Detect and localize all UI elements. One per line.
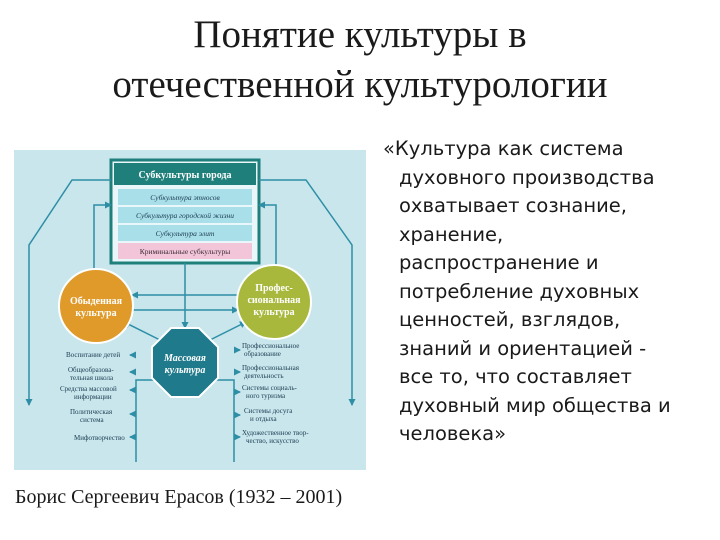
subcultures-block [111,160,259,263]
left-item-3-line-1: Средства массовой [60,385,117,393]
left-item-3-line-2: информации [74,393,112,401]
right-item-1-line-2: образование [244,350,281,358]
right-item-3-line-2: ного туризма [246,392,286,400]
mass-culture-node [152,328,218,397]
mass-culture-label-1: Массовая [164,353,206,364]
everyday-culture-node [59,269,133,343]
left-item-4-line-2: система [80,416,104,424]
left-item-4-line-1: Политическая [70,408,113,416]
quote-block [383,135,713,449]
quote-line-2: духовного производства [399,165,655,189]
quote-line-4: хранение, [399,222,504,246]
subculture-item-4: Криминальные субкультуры [139,247,231,256]
quote-line-11: человека» [399,422,507,445]
quote-line-6: потребление духовных [399,279,640,303]
professional-culture-label-1: Профес- [255,283,293,294]
quote-line-3: охватывает сознание, [399,194,628,217]
right-item-3-line-1: Системы социаль- [242,384,297,392]
quote-line-7: ценностей, взглядов, [399,308,621,331]
subculture-item-3: Субкультура элит [155,229,215,238]
everyday-culture-label-2: культура [75,308,117,319]
left-item-1: Воспитание детей [66,351,121,359]
quote-line-8: знаний и ориентацией - [399,336,647,360]
quote-line-10: духовный мир общества и [399,393,671,417]
right-item-4-line-2: и отдыха [250,415,277,423]
quote-line-5: распространение и [399,251,599,274]
subcultures-title: Субкультуры города [138,170,232,181]
title-line-1: Понятие культуры в [193,13,527,56]
subculture-item-1: Субкультура этносов [150,193,220,202]
professional-culture-label-3: культура [253,307,295,318]
left-item-2-line-1: Общеобразова- [68,366,114,374]
author-caption: Борис Сергеевич Ерасов (1932 – 2001) [15,486,343,508]
quote-line-9: все то, что составляет [399,365,632,388]
right-item-4-line-1: Системы досуга [244,407,293,415]
right-item-2-line-1: Профессиональная [242,364,300,372]
right-item-2-line-2: деятельность [244,372,284,380]
right-item-5-line-2: чество, искусство [246,437,299,445]
left-item-5: Мифотворчество [74,434,125,442]
subculture-item-2: Субкультура городской жизни [135,211,235,220]
professional-culture-node [237,265,311,339]
professional-culture-label-2: сиональная [247,295,301,306]
mass-culture-label-2: культура [164,365,206,376]
right-item-1-line-1: Профессиональное [242,342,300,350]
quote-line-1: «Культура как система [383,137,624,160]
culture-diagram [14,150,366,470]
right-item-5-line-1: Художественное твор- [242,429,309,437]
title-line-2: отечественной культурологии [112,63,608,106]
left-item-2-line-2: тельная школа [70,374,114,382]
slide-title [0,10,720,110]
everyday-culture-label-1: Обыденная [69,296,123,307]
